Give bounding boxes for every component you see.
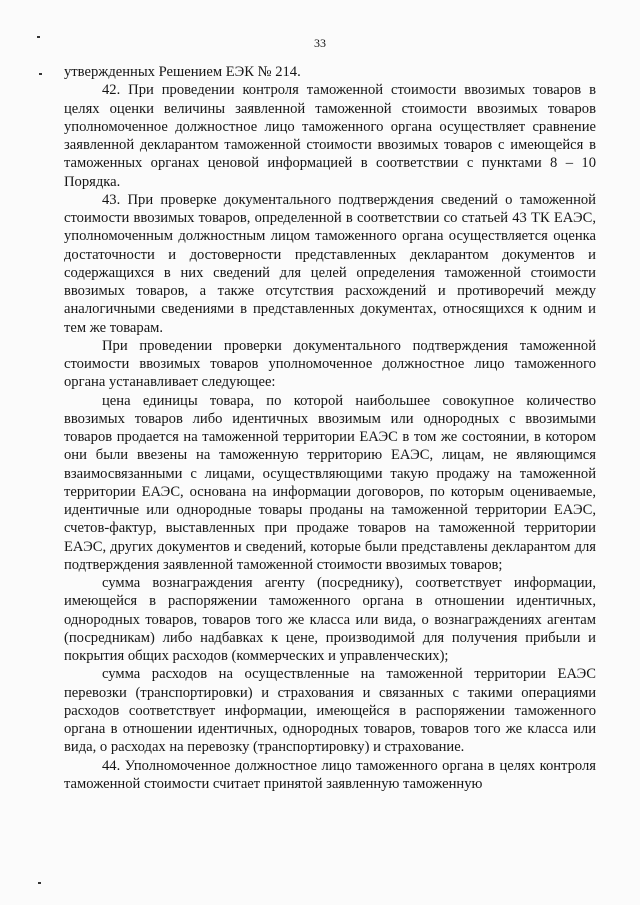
page-number: 33 [314,36,326,50]
paragraph: утвержденных Решением ЕЭК № 214. [64,64,301,80]
paragraph-item-42: 42. При проведении контроля таможенной стоимости ввозимых товаров в целях оценки величины заявленной таможенной стоимости ввозимых товаров уполномоченное должностное лицо таможенного органа осуществляет сравнение заявленной декларантом таможенной стоимости ввозимых товаров с имеющейся в таможенных органах ценовой информацией в соответствии с пунктами 8 – 10 Порядка. [64,82,596,190]
scan-mark [38,882,41,884]
paragraph-item-44: 44. Уполномоченное должностное лицо таможенного органа в целях контроля таможенной стоимости считает принятой заявленную таможенную [64,757,596,792]
paragraph-item-43: 43. При проверке документального подтверждения сведений о таможенной стоимости ввозимых товаров, определенной в соответствии со статьей 43 ТК ЕАЭС, уполномоченным должностным лицом таможенного органа осуществляется оценка достаточности и достоверности представленных декларантом документов и содержащихся в них сведений для целей определения таможенной стоимости ввозимых товаров, а также отсутствия расхождений и противоречий между аналогичными сведениями в представленных документах, относящихся к одним и тем же товарам. [64,191,596,336]
paragraph: сумма расходов на осуществленные на таможенной территории ЕАЭС перевозки (транспортировки) и страхования и связанных с такими операциями расходов соответствует информации, имеющейся в распоряжении таможенного органа в отношении идентичных, однородных товаров, товаров того же класса или вида, о расходах на перевозку (транспортировку) и страхование. [64,666,596,756]
paragraph: При проведении проверки документального подтверждения таможенной стоимости ввозимых товаров уполномоченное должностное лицо таможенного органа устанавливает следующее: [64,337,596,391]
document-body [64,63,596,793]
paragraph: цена единицы товара, по которой наибольшее совокупное количество ввозимых товаров либо идентичных ввозимым или однородных с ввозимыми товаров продается на таможенной территории ЕАЭС в том же состоянии, в котором они были ввезены на таможенную территорию ЕАЭС, лицам, не являющимся взаимосвязанными с лицами, осуществляющими такую продажу на таможенной территории ЕАЭС, основана на информации договоров, по которым оцениваемые, идентичные или однородные товары проданы на таможенной территории ЕАЭС, счетов-фактур, выставленных при продаже товаров на таможенной территории ЕАЭС, других документов и сведений, которые были представлены декларантом для подтверждения заявленной таможенной стоимости ввозимых товаров; [64,392,596,573]
paragraph: сумма вознаграждения агенту (посреднику), соответствует информации, имеющейся в распоряжении таможенного органа в отношении идентичных, однородных товаров, товаров того же класса или вида, о вознаграждениях агентам (посредникам) либо надбавках к цене, производимой для получения прибыли и покрытия общих расходов (коммерческих и управленческих); [64,575,596,664]
scan-mark [39,73,42,75]
